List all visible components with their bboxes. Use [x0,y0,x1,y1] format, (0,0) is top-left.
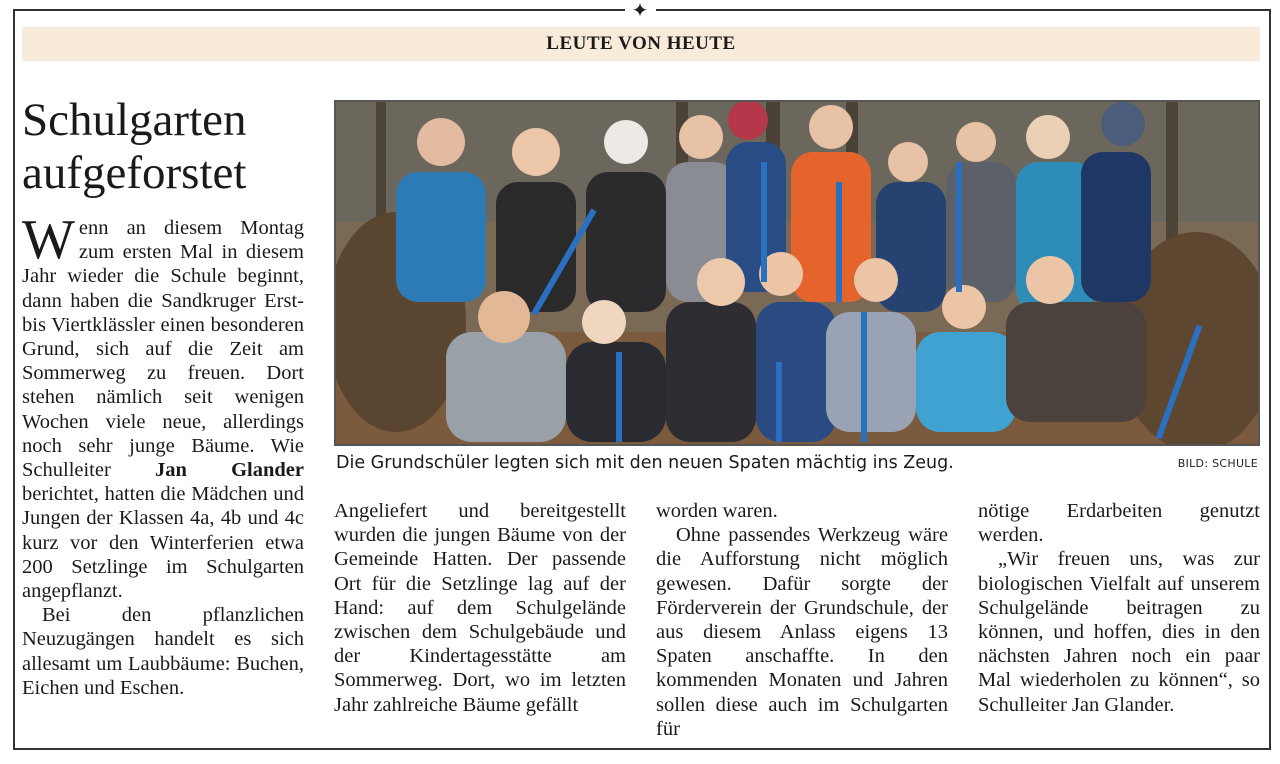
paragraph: Ohne passendes Werkzeug wäre die Aufforstung nicht möglich gewesen. Dafür sorgte der Förderverein der Grundschule, der aus diesem Anlass eigens 13 Spaten anschaffte. In den kommenden Monaten und Jahren sollen diese auch im Schulgarten für [656,524,948,740]
photo-credit: BILD: SCHULE [1177,457,1258,470]
paragraph-rest-text: berichtet, hatten die Mädchen und Jungen der Klassen 4a, 4b und 4c kurz vor den Winterferien etwa 200 Setzlinge im Schulgarten angepflanzt. [22,483,304,603]
article-headline [22,94,322,200]
photo-caption: Die Grundschüler legten sich mit den neuen Spaten mächtig ins Zeug. [336,453,954,473]
group-photo-illustration [336,102,1258,444]
article-column-1 [22,209,305,700]
article-column-4 [978,499,1260,717]
paragraph [22,209,305,603]
headline-line-2: aufgeforstet [22,147,247,199]
article-column-3 [656,499,948,741]
paragraph: worden waren. [656,500,778,522]
paragraph: „Wir freuen uns, was zur biologischen Vielfalt auf unserem Schulgelände beitragen zu können, und hoffen, dies in den nächsten Jahren noch ein paar Mal wiederholen zu können“, so Schulleiter Jan Glander. [978,548,1260,716]
headline-line-1: Schulgarten [22,94,247,146]
paragraph: Angeliefert und bereitgestellt wurden die jungen Bäume von der Gemeinde Hatten. Der passende Ort für die Setzlinge lag auf der Hand: auf dem Schulgelände zwischen dem Schulgebäude und der Kindertagesstätte am Sommerweg. Dort, wo im letzten Jahr zahlreiche Bäume gefällt [334,500,626,716]
article-column-2 [334,499,626,717]
ornament-icon: ✦ [631,0,649,22]
drop-cap: W [22,209,75,271]
paragraph: nötige Erdarbeiten genutzt werden. [978,500,1260,547]
group-photo [334,100,1260,446]
paragraph: Bei den pflanzlichen Neuzugängen handelt es sich allesamt um Laubbäume: Buchen, Eichen und Eschen. [22,604,304,699]
section-header: LEUTE VON HEUTE [22,27,1260,61]
person-name: Jan Glander [155,459,305,482]
photo-caption-bar [334,451,1260,477]
paragraph-lead-text: enn an diesem Montag zum ersten Mal in diesem Jahr wieder die Schule beginnt, dann haben die Sandkruger Erst- bis Viertklässler einen besonderen Grund, sich auf die Zeit am Sommerweg zu freuen. Dort stehen nämlich seit wenigen Wochen viele neue, allerdings noch sehr junge Bäume. Wie Schulleiter [22,217,304,482]
